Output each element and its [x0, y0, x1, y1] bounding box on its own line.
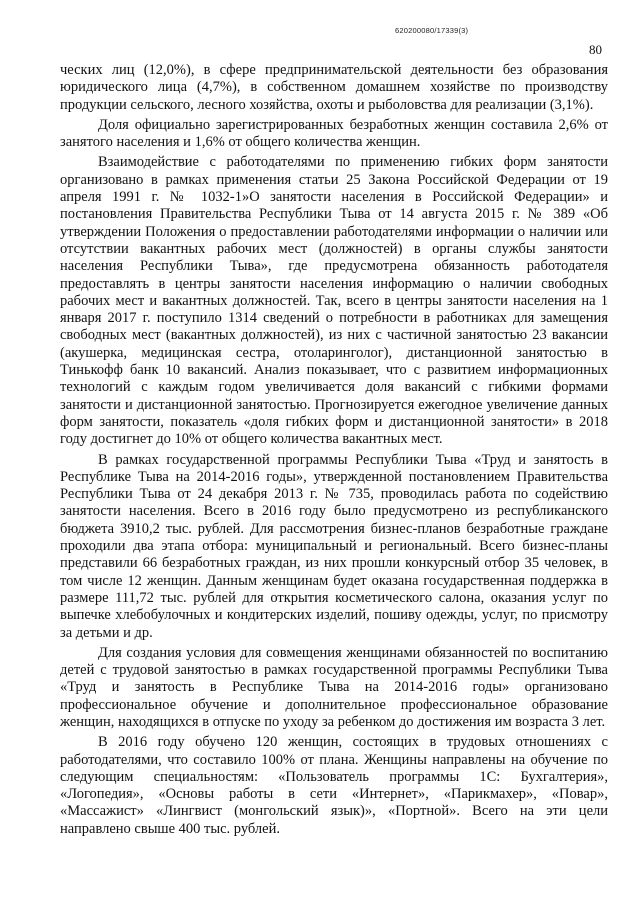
paragraph-continuation: ческих лиц (12,0%), в сфере предпринимательской деятельности без образования юридического лица (4,7%), в собственном домашнем хозяйстве по производству продукции сельского, лесного хозяйства, охоты и рыболовства для реализации (3,1%).	[60, 62, 608, 113]
paragraph-unemployed-women: Доля официально зарегистрированных безработных женщин составила 2,6% от занятого населения и 1,6% от общего количества женщин.	[60, 116, 608, 151]
page-number: 80	[589, 42, 602, 57]
document-id: 620200080/17339(3)	[395, 26, 469, 35]
paragraph-childcare-training: Для создания условия для совмещения женщинами обязанностей по воспитанию детей с трудовой занятостью в рамках государственной программы Республики Тыва «Труд и занятость в Республике Тыва на 2014-2016 годы» организовано профессиональное обучение и дополнительное профессиональное образование женщин, находящихся в отпуске по уходу за ребенком до достижения им возраста 3 лет.	[60, 644, 608, 730]
paragraph-state-program: В рамках государственной программы Республики Тыва «Труд и занятость в Республике Тыва на 2014-2016 годы», утвержденной постановлением Правительства Республики Тыва от 24 декабря 2013 г. № 735, проводилась работа по содействию занятости населения. Всего в 2016 году было предусмотрено из республиканского бюджета 3910,2 тыс. рублей. Для рассмотрения бизнес-планов безработные граждане проходили два этапа отбора: муниципальный и региональный. Всего бизнес-планы представили 66 безработных граждан, из них прошли конкурсный отбор 35 человек, в том числе 12 женщин. Данным женщинам будет оказана государственная поддержка в размере 111,72 тыс. рублей для открытия косметического салона, оказания услуг по выпечке хлебобулочных и кондитерских изделий, пошиву одежды, услуг, по присмотру за детьми и др.	[60, 451, 608, 641]
document-body	[60, 62, 608, 841]
paragraph-trained-women: В 2016 году обучено 120 женщин, состоящих в трудовых отношениях с работодателями, что составило 100% от плана. Женщины направлены на обучение по следующим специальностям: «Пользователь программы 1С: Бухгалтерия», «Логопедия», «Основы работы в сети «Интернет», «Парикмахер», «Повар», «Массажист» «Лингвист (монгольский язык)», «Портной». Всего на эти цели направлено свыше 400 тыс. рублей.	[60, 734, 608, 837]
paragraph-employer-interaction: Взаимодействие с работодателями по применению гибких форм занятости организовано в рамках применения статьи 25 Закона Российской Федерации от 19 апреля 1991 г. № 1032-1»О занятости населения в Российской Федерации» и постановления Правительства Республики Тыва от 14 августа 2015 г. № 389 «Об утверждении Положения о предоставлении работодателями информации о наличии или отсутствии вакантных рабочих мест (должностей) в органы службы занятости населения Республики Тыва», где предусмотрена обязанность работодателя предоставлять в центры занятости населения информацию о наличии свободных рабочих мест и вакантных должностей. Так, всего в центры занятости населения на 1 января 2017 г. поступило 1314 сведений о потребности в работниках для замещения свободных мест (вакантных должностей), из них с частичной занятостью 23 вакансии (акушерка, медицинская сестра, отоларинголог), дистанционной занятостью в Тинькофф банк 10 вакансий. Анализ показывает, что с развитием информационных технологий с каждым годом увеличивается доля вакансий с гибкими формами занятости и дистанционной занятостью. Прогнозируется ежегодное увеличение данных форм занятости, показатель «доля гибких форм и дистанционной занятости» в 2018 году достигнет до 10% от общего количества вакантных мест.	[60, 154, 608, 448]
